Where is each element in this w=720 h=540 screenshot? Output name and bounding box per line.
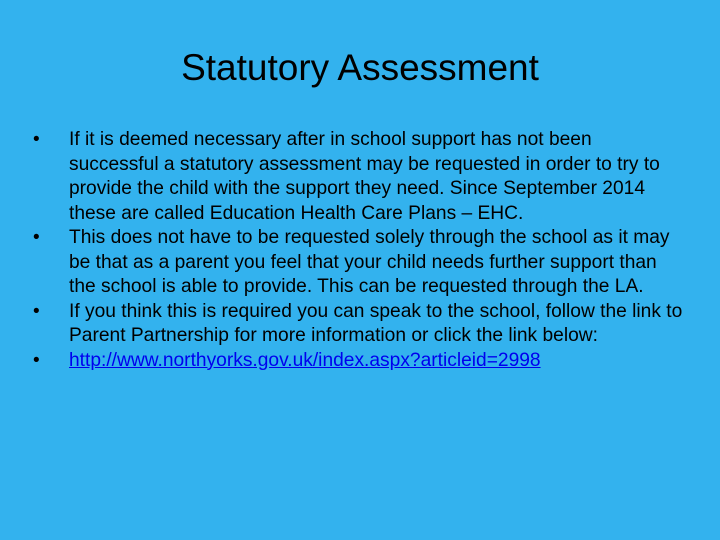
bullet-list [33,128,686,373]
northyorks-link[interactable]: http://www.northyorks.gov.uk/index.aspx?articleid=2998 [69,349,541,371]
bullet-text-1: If it is deemed necessary after in school support has not been successful a statutory assessment may be requested in order to try to provide the child with the support they need. Since September 2014 these are called Education Health Care Plans – EHC. [69,129,660,224]
bullet-item-2 [33,226,686,300]
bullet-icon: • [33,349,40,371]
bullet-icon: • [33,129,40,150]
bullet-item-3 [33,300,686,349]
bullet-item-1 [33,128,686,226]
bullet-icon: • [33,227,40,248]
bullet-icon: • [33,300,40,322]
bullet-text-2: This does not have to be requested solely through the school as it may be that as a parent you feel that your child needs further support than the school is able to provide. This can be requested through the LA. [69,227,670,297]
slide-title: Statutory Assessment [181,47,539,88]
bullet-text-3: If you think this is required you can speak to the school, follow the link to Parent Partnership for more information or click the link below: [69,300,683,346]
bullet-item-4 [33,349,686,374]
